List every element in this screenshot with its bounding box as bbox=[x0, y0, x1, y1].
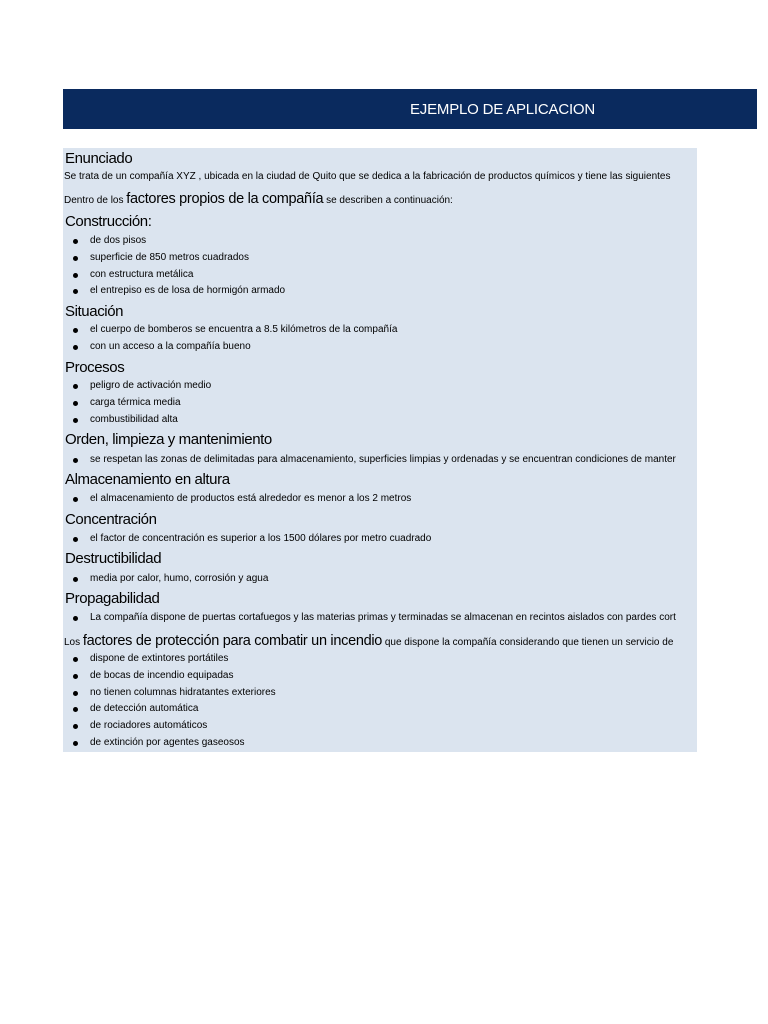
list-item: con un acceso a la compañía bueno bbox=[63, 339, 697, 356]
list-item: de extinción por agentes gaseosos bbox=[63, 735, 697, 752]
list-item: carga térmica media bbox=[63, 395, 697, 412]
concentracion-heading: Concentración bbox=[65, 511, 157, 528]
bullet-icon bbox=[73, 616, 78, 621]
factores-propios-emphasis: factores propios de la compañía bbox=[126, 191, 324, 207]
almacenamiento-list bbox=[63, 491, 697, 508]
bullet-icon bbox=[73, 691, 78, 696]
list-item: de dos pisos bbox=[63, 233, 697, 250]
list-item: no tienen columnas hidratantes exteriores bbox=[63, 685, 697, 702]
list-item: de rociadores automáticos bbox=[63, 718, 697, 735]
factores-proteccion-list bbox=[63, 651, 697, 752]
bullet-icon bbox=[73, 707, 78, 712]
construccion-list bbox=[63, 233, 697, 300]
orden-list bbox=[63, 452, 697, 469]
construccion-heading: Construcción: bbox=[65, 213, 152, 230]
almacenamiento-heading: Almacenamiento en altura bbox=[65, 471, 230, 488]
factores-propios-suffix: se describen a continuación: bbox=[323, 195, 453, 206]
title-banner bbox=[63, 89, 757, 129]
list-item: combustibilidad alta bbox=[63, 412, 697, 429]
list-item: el cuerpo de bomberos se encuentra a 8.5 kilómetros de la compañía bbox=[63, 322, 697, 339]
enunciado-heading: Enunciado bbox=[65, 150, 133, 167]
destructibilidad-heading: Destructibilidad bbox=[65, 550, 162, 567]
bullet-icon bbox=[73, 256, 78, 261]
propagabilidad-list bbox=[63, 610, 697, 627]
orden-heading: Orden, limpieza y mantenimiento bbox=[65, 431, 272, 448]
bullet-icon bbox=[73, 724, 78, 729]
bullet-icon bbox=[73, 674, 78, 679]
page-title: EJEMPLO DE APLICACION bbox=[410, 101, 596, 118]
bullet-icon bbox=[73, 657, 78, 662]
procesos-list bbox=[63, 378, 697, 428]
bullet-icon bbox=[73, 418, 78, 423]
factores-proteccion-emphasis: factores de protección para combatir un incendio bbox=[82, 633, 383, 649]
situacion-list bbox=[63, 322, 697, 356]
list-item: se respetan las zonas de delimitadas para almacenamiento, superficies limpias y ordenadas y se encuentran condiciones de manter bbox=[63, 452, 697, 469]
bullet-icon bbox=[73, 577, 78, 582]
bullet-icon bbox=[73, 384, 78, 389]
bullet-icon bbox=[73, 401, 78, 406]
bullet-icon bbox=[73, 289, 78, 294]
list-item: dispone de extintores portátiles bbox=[63, 651, 697, 668]
bullet-icon bbox=[73, 537, 78, 542]
factores-proteccion-intro bbox=[63, 633, 697, 649]
procesos-heading: Procesos bbox=[65, 359, 125, 376]
list-item: el almacenamiento de productos está alrededor es menor a los 2 metros bbox=[63, 491, 697, 508]
factores-propios-intro bbox=[63, 191, 697, 207]
list-item: de detección automática bbox=[63, 701, 697, 718]
bullet-icon bbox=[73, 239, 78, 244]
list-item: superficie de 850 metros cuadrados bbox=[63, 250, 697, 267]
list-item: el entrepiso es de losa de hormigón armado bbox=[63, 283, 697, 300]
list-item: La compañía dispone de puertas cortafuegos y las materias primas y terminadas se almacenan en recintos aislados con pardes cort bbox=[63, 610, 697, 627]
list-item: el factor de concentración es superior a los 1500 dólares por metro cuadrado bbox=[63, 531, 697, 548]
bullet-icon bbox=[73, 328, 78, 333]
bullet-icon bbox=[73, 345, 78, 350]
list-item: media por calor, humo, corrosión y agua bbox=[63, 571, 697, 588]
bullet-icon bbox=[73, 273, 78, 278]
list-item: peligro de activación medio bbox=[63, 378, 697, 395]
bullet-icon bbox=[73, 458, 78, 463]
enunciado-text: Se trata de un compañía XYZ , ubicada en la ciudad de Quito que se dedica a la fabricación de productos químicos y tiene las siguientes bbox=[64, 171, 671, 182]
concentracion-list bbox=[63, 531, 697, 548]
factores-proteccion-suffix: que dispone la compañía considerando que tienen un servicio de bbox=[382, 637, 674, 648]
list-item: con estructura metálica bbox=[63, 267, 697, 284]
list-item: de bocas de incendio equipadas bbox=[63, 668, 697, 685]
content-panel bbox=[63, 148, 697, 752]
situacion-heading: Situación bbox=[65, 303, 124, 320]
bullet-icon bbox=[73, 497, 78, 502]
factores-propios-prefix: Dentro de los bbox=[64, 195, 127, 206]
destructibilidad-list bbox=[63, 571, 697, 588]
factores-proteccion-prefix: Los bbox=[64, 637, 83, 648]
bullet-icon bbox=[73, 741, 78, 746]
propagabilidad-heading: Propagabilidad bbox=[65, 590, 160, 607]
